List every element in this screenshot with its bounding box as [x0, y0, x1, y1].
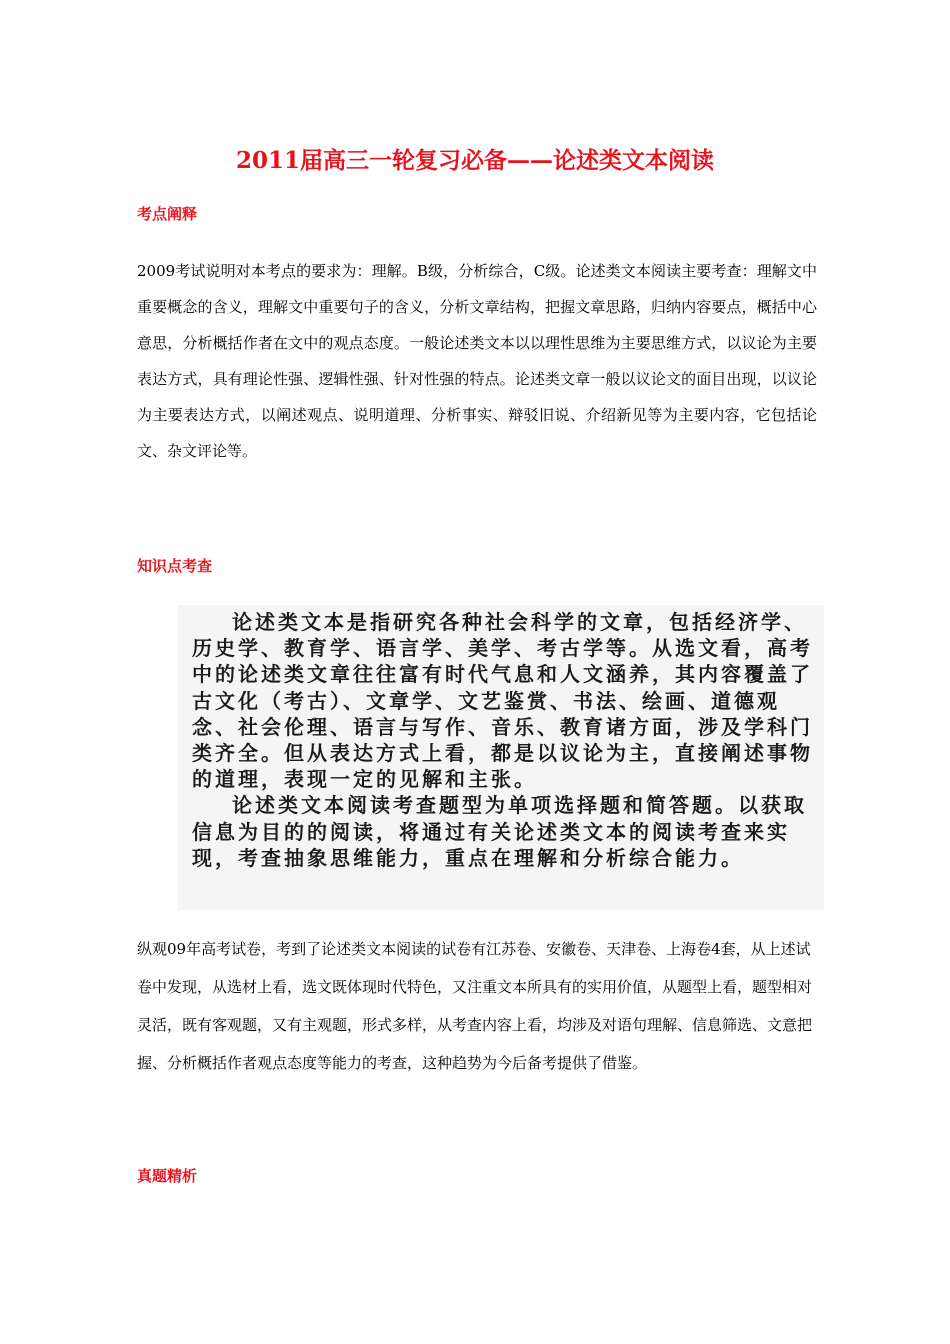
scanned-paragraph-2: 论述类文本阅读考查题型为单项选择题和简答题。以获取信息为目的的阅读，将通过有关论述类文本的阅读考查来实现，考查抽象思维能力，重点在理解和分析综合能力。 — [192, 793, 807, 870]
section-body-kaodian: 2009考试说明对本考点的要求为：理解。B级，分析综合，C级。论述类文本阅读主要考查：理解文中重要概念的含义，理解文中重要句子的含义，分析文章结构，把握文章思路，归纳内容要点，概括中心意思，分析概括作者在文中的观点态度。一般论述类文本以以理性思维为主要思维方式，以议论为主要表达方式，具有理论性强、逻辑性强、针对性强的特点。论述类文章一般以议论文的面目出现，以议论为主要表达方式，以阐述观点、说明道理、分析事实、辩驳旧说、介绍新见等为主要内容，它包括论文、杂文评论等。 — [137, 262, 817, 460]
section-heading-kaodian: 考点阐释 — [137, 205, 198, 223]
scanned-text-block — [192, 609, 822, 871]
section-heading-zhenti: 真题精析 — [137, 1167, 198, 1185]
page-title: 2011届高三一轮复习必备——论述类文本阅读 — [235, 147, 714, 174]
section-body-zhishidian: 纵观09年高考试卷，考到了论述类文本阅读的试卷有江苏卷、安徽卷、天津卷、上海卷4套，从上述试卷中发现，从选材上看，选文既体现时代特色，又注重文本所具有的实用价值，从题型上看，题型相对灵活，既有客观题，又有主观题，形式多样，从考查内容上看，均涉及对语句理解、信息筛选、文意把握、分析概括作者观点态度等能力的考查，这种趋势为今后备考提供了借鉴。 — [137, 940, 813, 1072]
section-heading-zhishidian: 知识点考查 — [137, 557, 213, 575]
scanned-text-image — [178, 605, 824, 910]
scanned-paragraph-1: 论述类文本是指研究各种社会科学的文章，包括经济学、历史学、教育学、语言学、美学、考古学等。从选文看，高考中的论述类文章往往富有时代气息和人文涵养，其内容覆盖了古文化（考古）、文章学、文艺鉴赏、书法、绘画、道德观念、社会伦理、语言与写作、音乐、教育诸方面，涉及学科门类齐全。但从表达方式上看，都是以议论为主，直接阐述事物的道理，表现一定的见解和主张。 — [192, 610, 813, 792]
